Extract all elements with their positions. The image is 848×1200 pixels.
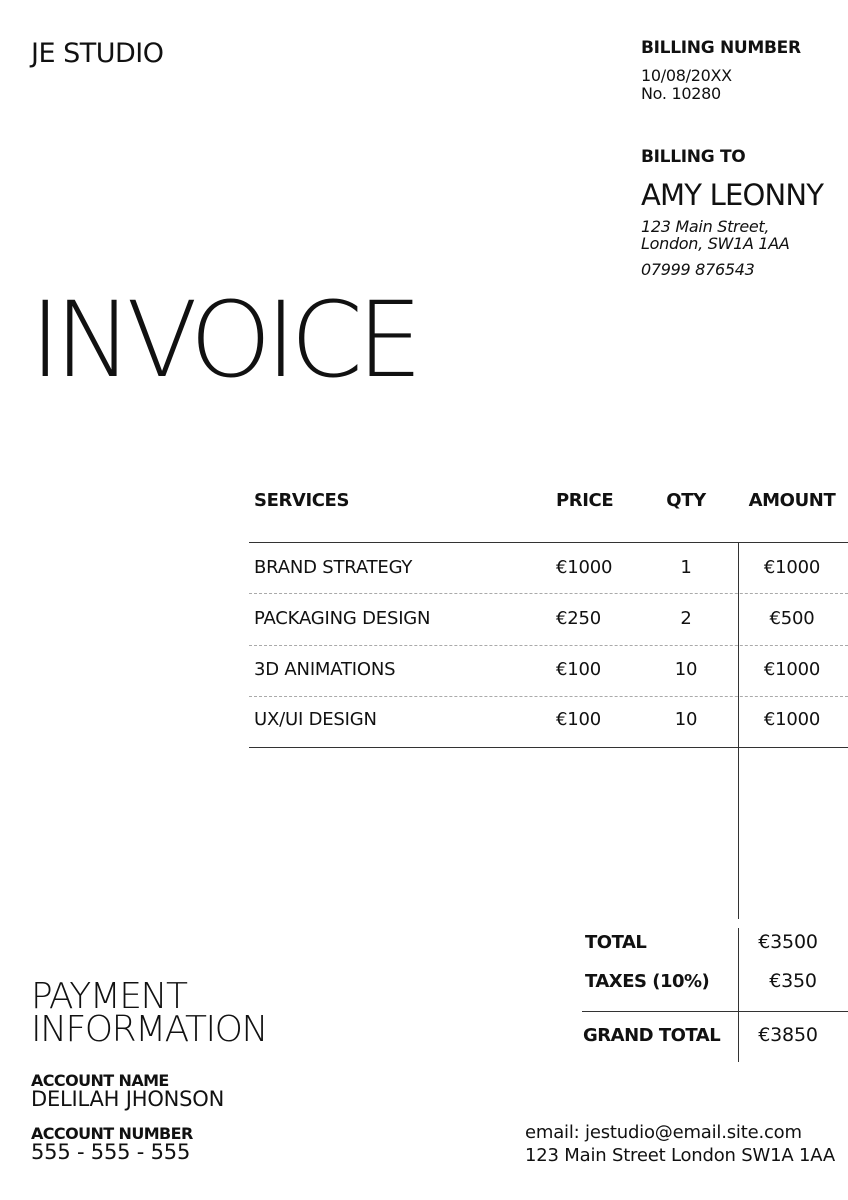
table-row (0, 709, 848, 760)
service-amount: €1000 (763, 709, 821, 730)
client-address-line2: London, SW1A 1AA (641, 234, 790, 253)
account-number-label: ACCOUNT NUMBER (31, 1124, 193, 1143)
service-name: PACKAGING DESIGN (254, 608, 431, 629)
taxes-value: €350 (769, 970, 817, 992)
client-address-line1: 123 Main Street, (641, 217, 770, 236)
table-row (0, 557, 848, 608)
client-phone: 07999 876543 (641, 260, 755, 279)
footer-email[interactable]: email: jestudio@email.site.com (525, 1122, 802, 1143)
payment-title-line2: INFORMATION (31, 1009, 267, 1050)
table-top-rule (249, 542, 848, 543)
invoice-title: INVOICE (30, 279, 417, 401)
service-name: BRAND STRATEGY (254, 557, 413, 578)
taxes-label: TAXES (10%) (585, 971, 710, 992)
grand-total-rule (582, 1011, 848, 1012)
services-header: SERVICES (254, 490, 350, 511)
qty-header: QTY (666, 490, 706, 511)
service-price: €250 (556, 608, 602, 629)
total-value: €3500 (758, 931, 818, 953)
footer-address: 123 Main Street London SW1A 1AA (525, 1145, 835, 1166)
billing-no: No. 10280 (641, 84, 721, 103)
table-row (0, 608, 848, 659)
billing-to-label: BILLING TO (641, 147, 746, 167)
account-name: DELILAH JHONSON (31, 1087, 225, 1111)
service-price: €1000 (556, 557, 613, 578)
price-header: PRICE (556, 490, 614, 511)
account-number: 555 - 555 - 555 (31, 1140, 191, 1164)
account-name-label: ACCOUNT NAME (31, 1071, 169, 1090)
billing-number-label: BILLING NUMBER (641, 38, 801, 58)
service-qty: 10 (674, 659, 698, 680)
service-price: €100 (556, 709, 602, 730)
payment-info-title (31, 976, 267, 1050)
service-qty: 2 (680, 608, 692, 629)
billing-date: 10/08/20XX (641, 66, 732, 85)
service-price: €100 (556, 659, 602, 680)
service-qty: 10 (674, 709, 698, 730)
amount-header: AMOUNT (748, 490, 836, 511)
total-label: TOTAL (585, 932, 647, 953)
studio-name: JE STUDIO (31, 38, 164, 69)
payment-title-line1: PAYMENT (31, 976, 187, 1017)
service-name: UX/UI DESIGN (254, 709, 377, 730)
service-amount: €1000 (763, 557, 821, 578)
service-qty: 1 (680, 557, 692, 578)
summary-column-divider (738, 928, 739, 1062)
grand-total-value: €3850 (758, 1024, 818, 1046)
grand-total-label: GRAND TOTAL (583, 1025, 721, 1046)
client-name: AMY LEONNY (641, 178, 824, 212)
service-name: 3D ANIMATIONS (254, 659, 396, 680)
service-amount: €500 (769, 608, 815, 629)
table-row (0, 659, 848, 710)
service-amount: €1000 (763, 659, 821, 680)
